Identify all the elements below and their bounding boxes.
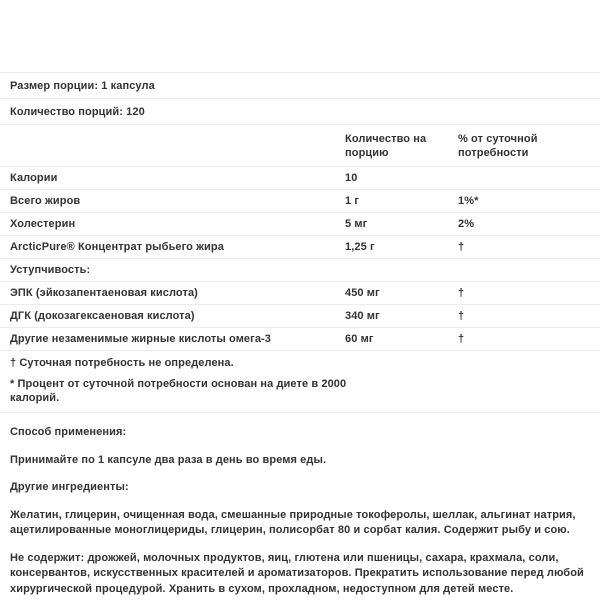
row-amount: 450 мг [345,287,380,299]
row-label: Калории [10,172,58,184]
directions-heading: Способ применения: [10,426,127,438]
row-label: Всего жиров [10,195,81,207]
row-label: Другие незаменимые жирные кислоты омега-3 [10,333,272,345]
table-row-total-fat [0,189,600,212]
footnote-percent-daily-value-basis: * Процент от суточной потребности основан на диете в 2000 калорий. [10,378,347,404]
row-dv: † [458,287,465,299]
table-row-fish-oil-concentrate [0,235,600,258]
footnote-daily-value-not-established: † Суточная потребность не определена. [10,357,234,369]
table-row-calories [0,166,600,189]
label-text-sections [0,425,600,597]
serving-count-row [0,98,600,124]
facts-table-header [0,124,600,166]
directions-body: Принимайте по 1 капсуле два раза в день во время еды. [10,453,327,466]
row-label: Холестерин [10,218,76,230]
serving-size-row [0,72,600,98]
table-row-yield-subheading [0,258,600,281]
row-label: ЭПК (эйкозапентаеновая кислота) [10,287,198,299]
serving-count-text: Количество порций: 120 [10,106,145,118]
serving-size-text: Размер порции: 1 капсула [10,80,155,92]
table-row-dha [0,304,600,327]
row-dv: 2% [458,218,475,230]
table-row-other-omega3 [0,327,600,350]
header-percent-daily-value: % от суточной потребности [458,133,538,159]
row-amount: 5 мг [345,218,368,230]
row-label: ДГК (докозагексаеновая кислота) [10,310,195,322]
row-label: Уступчивость: [10,264,91,276]
other-ingredients-body: Желатин, глицерин, очищенная вода, смешанные природные токоферолы, шеллак, альгинат натрия, ацетилированные моноглицериды, глицерин, полисорбат 80 и сорбат калия. Содержит рыбу и сою. [10,508,576,536]
row-dv: † [458,333,465,345]
row-amount: 60 мг [345,333,374,345]
table-row-epa [0,281,600,304]
row-amount: 1,25 г [345,241,375,253]
warnings-body: Не содержит: дрожжей, молочных продуктов, яиц, глютена или пшеницы, сахара, крахмала, соли, консервантов, искусственных красителей и ароматизаторов. Прекратить использование перед любой хирургической процедурой. Хранить в сухом, прохладном, недоступном для детей месте. [10,551,584,595]
row-dv: 1%* [458,195,479,207]
row-dv: † [458,241,465,253]
other-ingredients-heading: Другие ингредиенты: [10,481,129,493]
row-label: ArcticPure® Концентрат рыбьего жира [10,241,224,253]
footnotes [0,350,600,413]
table-row-cholesterol [0,212,600,235]
header-amount-per-serving: Количество на порцию [345,133,427,159]
row-amount: 10 [345,172,358,184]
row-amount: 1 г [345,195,360,207]
row-amount: 340 мг [345,310,380,322]
row-dv: † [458,310,465,322]
